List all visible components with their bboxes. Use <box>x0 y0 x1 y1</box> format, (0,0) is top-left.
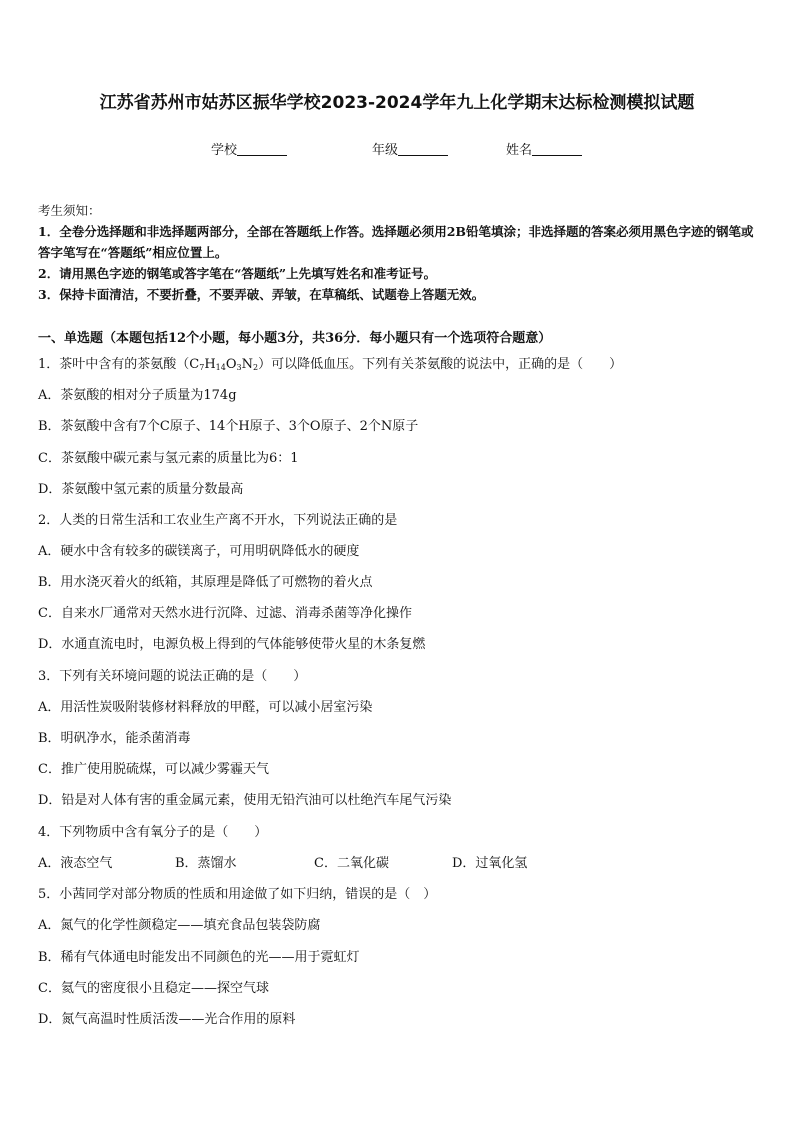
notice-item-1: 1．全卷分选择题和非选择题两部分，全部在答题纸上作答。选择题必须用2B铅笔填涂；非选择题的答案必须用黑色字迹的钢笔或答字笔写在“答题纸”相应位置上。 <box>38 224 754 260</box>
student-info-row <box>0 139 794 159</box>
question-5-option-d[interactable]: D．氮气高温时性质活泼——光合作用的原料 <box>38 1012 296 1027</box>
question-1-option-b[interactable]: B．茶氨酸中含有7个C原子、14个H原子、3个O原子、2个N原子 <box>38 419 419 434</box>
question-4-option-d[interactable]: D．过氧化氢 <box>452 856 528 871</box>
question-5-option-c[interactable]: C．氦气的密度很小且稳定——探空气球 <box>38 981 269 996</box>
grade-field[interactable] <box>372 139 448 158</box>
question-5-stem: 5．小茜同学对部分物质的性质和用途做了如下归纳，错误的是（ ） <box>38 887 437 902</box>
question-2-option-c[interactable]: C．自来水厂通常对天然水进行沉降、过滤、消毒杀菌等净化操作 <box>38 606 412 621</box>
exam-title: 江苏省苏州市姑苏区振华学校2023-2024学年九上化学期末达标检测模拟试题 <box>99 93 695 113</box>
question-2-stem: 2．人类的日常生活和工农业生产离不开水，下列说法正确的是 <box>38 513 398 528</box>
grade-label: 年级 <box>372 143 399 158</box>
exam-notice <box>38 200 760 305</box>
question-1-option-a[interactable]: A．茶氨酸的相对分子质量为174g <box>38 388 237 403</box>
question-4-option-c[interactable]: C．二氧化碳 <box>314 856 389 871</box>
question-2-option-a[interactable]: A．硬水中含有较多的碳镁离子，可用明矾降低水的硬度 <box>38 544 360 559</box>
question-1-stem: 1．茶叶中含有的茶氨酸$(C_7H_{14}O_3N_2)$可以降低血压。下列有关茶氨酸的说法中，正确的是（ ） <box>38 357 623 372</box>
school-blank[interactable] <box>237 141 287 156</box>
question-2-option-b[interactable]: B．用水浇灭着火的纸箱，其原理是降低了可燃物的着火点 <box>38 575 373 590</box>
name-field[interactable] <box>506 139 582 158</box>
question-1-option-c[interactable]: C．茶氨酸中碳元素与氢元素的质量比为6：1 <box>38 451 299 466</box>
question-3-option-a[interactable]: A．用活性炭吸附装修材料释放的甲醛，可以减小居室污染 <box>38 700 373 715</box>
question-3-option-c[interactable]: C．推广使用脱硫煤，可以减少雾霾天气 <box>38 762 269 777</box>
notice-item-3: 3．保持卡面清洁，不要折叠，不要弄破、弄皱，在草稿纸、试题卷上答题无效。 <box>38 287 485 302</box>
question-2-option-d[interactable]: D．水通直流电时，电源负极上得到的气体能够使带火星的木条复燃 <box>38 637 426 652</box>
name-label: 姓名 <box>506 143 533 158</box>
question-1-option-d[interactable]: D．茶氨酸中氢元素的质量分数最高 <box>38 482 244 497</box>
question-4-options <box>38 852 638 872</box>
school-field[interactable] <box>211 139 287 158</box>
question-3-option-d[interactable]: D．铅是对人体有害的重金属元素，使用无铅汽油可以杜绝汽车尾气污染 <box>38 793 452 808</box>
question-4-option-a[interactable]: A．液态空气 <box>38 856 113 871</box>
question-4-stem: 4．下列物质中含有氧分子的是（ ） <box>38 825 268 840</box>
section-heading: 一、单选题（本题包括12个小题，每小题3分，共36分．每小题只有一个选项符合题意） <box>38 331 552 346</box>
question-4-option-b[interactable]: B．蒸馏水 <box>175 856 237 871</box>
school-label: 学校 <box>211 143 238 158</box>
question-3-stem: 3．下列有关环境问题的说法正确的是（ ） <box>38 669 307 684</box>
name-blank[interactable] <box>532 141 582 156</box>
notice-item-2: 2．请用黑色字迹的钢笔或答字笔在“答题纸”上先填写姓名和准考证号。 <box>38 266 437 281</box>
grade-blank[interactable] <box>398 141 448 156</box>
question-5-option-b[interactable]: B．稀有气体通电时能发出不同颜色的光——用于霓虹灯 <box>38 950 360 965</box>
question-3-option-b[interactable]: B．明矾净水，能杀菌消毒 <box>38 731 191 746</box>
question-5-option-a[interactable]: A．氮气的化学性颜稳定——填充食品包装袋防腐 <box>38 918 321 933</box>
notice-heading: 考生须知： <box>38 203 101 218</box>
